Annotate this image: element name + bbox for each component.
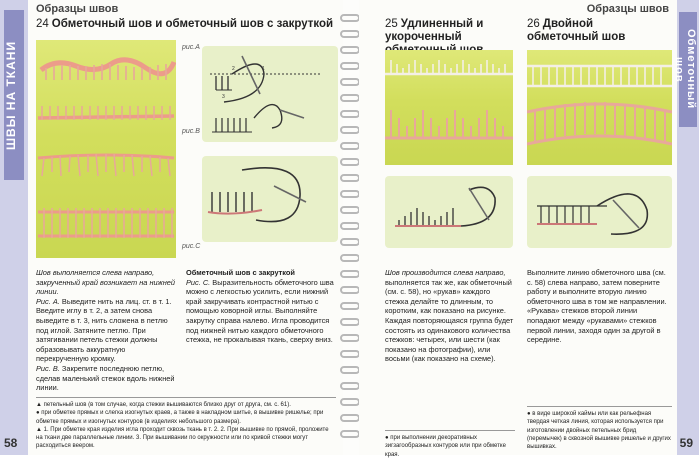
section-24-number: 24: [36, 18, 49, 30]
section-25-lead: Шов производится слева направо,: [385, 268, 506, 277]
left-page-number: 58: [4, 436, 18, 450]
svg-text:3: 3: [222, 94, 225, 100]
right-running-head: Образцы швов: [586, 3, 669, 15]
needle-diagram-ab: [202, 46, 338, 142]
section-25-number: 25: [385, 18, 398, 30]
left-col2-text: [186, 268, 336, 345]
left-footnote-line-2: ● при обметке прямых и слегка изогнутых краев, а также в накладном шитье, в вышивке ришелье; при обметке прямых и изогнутых контуров (в изделиях небольшого размера).: [36, 410, 324, 425]
section-26-instructions-a: Выполните линию обметочного шва (см. с. 58) слева направо, затем поверните работу и выполните вторую линию обметочного шва в том же направлении.: [527, 268, 667, 306]
stitch-26-drawing: [527, 50, 672, 165]
diagram-26: [527, 176, 672, 248]
fig-a-label: рис.А: [182, 44, 200, 51]
needle-diagram-26: [527, 176, 672, 248]
left-side-tab: [0, 0, 28, 455]
stitch-row-4: [38, 208, 174, 238]
photo-25: [385, 50, 513, 165]
section-26-instructions-b: «Рукава» стежков второй линии попадают между «рукавами» стежков первой линии, заходя один за другой в середине.: [527, 306, 661, 345]
section-24-title: [36, 18, 336, 31]
fig-c-ref: Рис. С.: [186, 277, 211, 287]
svg-text:1: 1: [262, 66, 265, 72]
section-25-title-text: Удлиненный и укороченный: [385, 18, 484, 43]
stitch-row-3: [38, 154, 174, 176]
svg-text:2: 2: [232, 66, 235, 72]
stitch-sample-photo: [36, 40, 176, 258]
needle-diagram-c: [202, 156, 338, 242]
left-col1-lead: Шов выполняется слева направо, закрученный край возникает на нижней линии.: [36, 268, 176, 297]
footnote-26: ● в виде широкой каймы или как рельефная твердая четкая линия, которая используется при изготовлении двойных петельных брид (перемычек) в сквозной вышивке ришелье и других вышивках.: [527, 406, 672, 451]
fig-c-label: рис.С: [182, 243, 201, 250]
fig-c-instructions: Выразительность обметочного шва можно с легкостью усилить, если нижний край закручивать контрастной нитью с помощью коворной иглы. Выполняйте закрутку справа налево. Игла проводится под нижней нитью каждого обметочного стежка, не прокалывая ткань, сверху вниз.: [186, 277, 334, 345]
left-col1-text: [36, 268, 176, 393]
section-26-title-text: Двойной обметочный шов: [527, 18, 626, 43]
right-side-tab-label: Обметочный шов: [679, 12, 697, 127]
stitch-sample-drawing: [36, 40, 176, 258]
right-side-tab: [673, 0, 699, 455]
left-footnote-line-3: ▲ 1. При обметке края изделия игла проходит сквозь ткань в т. 2. 2. При вышивке по прямой, проложите на ткани две параллельные линии. 3. При вышивании по окружности или по кривой стежки могут расходиться веером.: [36, 426, 329, 450]
section-25-text: [385, 268, 515, 364]
fig-a-ref: Рис. А.: [36, 296, 60, 306]
stitch-25-drawing: [385, 50, 513, 165]
section-24-title-text: Обметочный шов и обметочный шов с закруткой: [51, 18, 334, 30]
section-26-text: [527, 268, 672, 345]
section-25-instructions: выполняется так же, как обметочный (см. с. 58), но «рукав» каждого стежка делайте то длинным, то коротким, как показано на рисунке. Каждая повторяющаяся группа будет состоять из одинакового количества стежков: четырех, или шести (как показано на фотографии), или восьми (как показано на схеме).: [385, 277, 514, 364]
fig-b-ref: Рис. В.: [36, 363, 60, 373]
right-page-number: 59: [679, 436, 693, 450]
needle-diagram-25: [385, 176, 513, 248]
fig-b-instructions: Закрепите последнюю петлю, сделав маленький стежок вдоль нижней линии.: [36, 363, 175, 393]
diagram-25: [385, 176, 513, 248]
fig-b-label: рис.В: [182, 128, 200, 135]
right-page: [359, 0, 699, 458]
whipped-stitch-heading: Обметочный шов с закруткой: [186, 268, 295, 277]
section-26-title: [527, 18, 667, 44]
stitch-row-1: [41, 60, 174, 80]
section-26-number: 26: [527, 18, 540, 30]
left-page: [0, 0, 343, 455]
fig-c-diagram: [202, 156, 338, 242]
footnote-25: ● при выполнении декоративных зигзагообразных контуров или при обметке края.: [385, 430, 515, 459]
photo-26: [527, 50, 672, 165]
left-footnote: [36, 397, 336, 451]
fig-a-b-diagram: [202, 46, 338, 142]
left-footnote-line-1: ▲ петельный шов (в том случае, когда стежки вышиваются близко друг от друга, см. с. 61).: [36, 402, 291, 408]
stitch-row-2: [38, 106, 174, 120]
fig-a-instructions: Выведите нить на лиц. ст. в т. 1. Введите иглу в т. 2, а затем снова выведите в т. 3, нить сложена в петлю под иглой. Затяните петлю. При затягивании петель стежки должны образовывать аккуратную перекрученную кромку.: [36, 296, 172, 364]
left-side-tab-label: ШВЫ НА ТКАНИ: [4, 10, 24, 180]
left-running-head: Образцы швов: [36, 3, 119, 15]
